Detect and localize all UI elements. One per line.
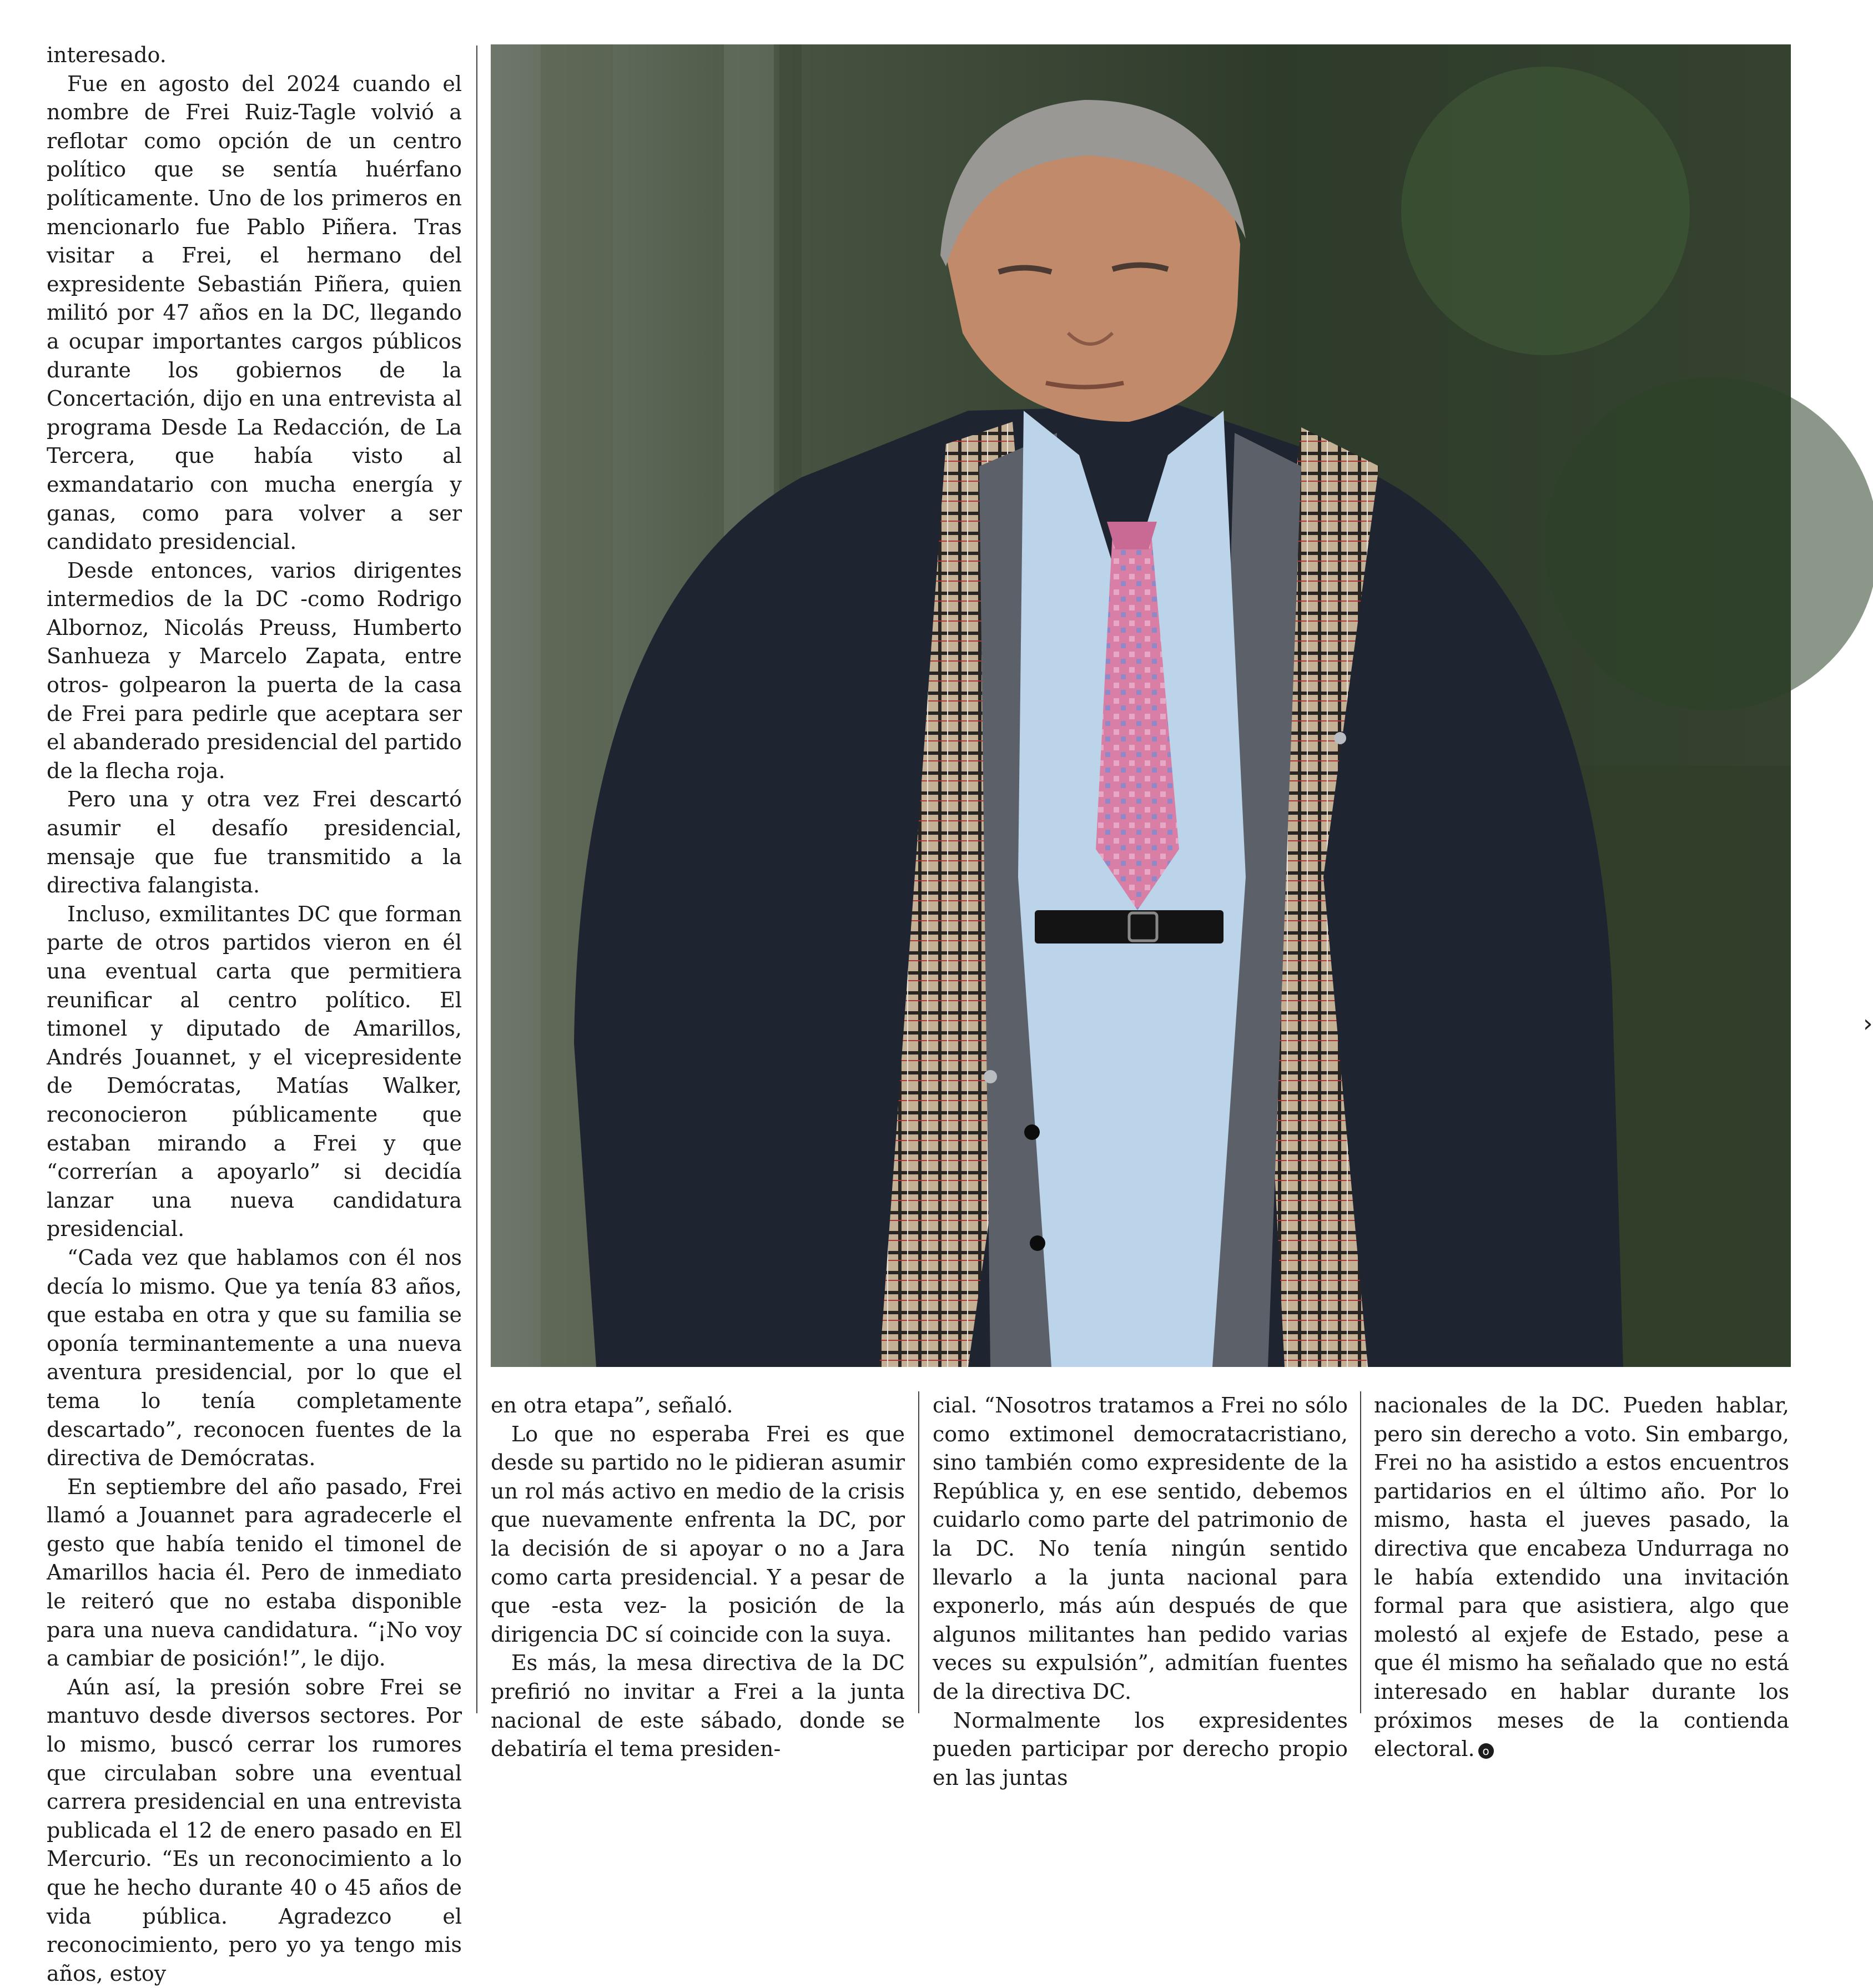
paragraph: “Cada vez que hablamos con él nos decía lo mismo. Que ya tenía 83 años, que estaba en otra y que su familia se oponía terminantemente a una nueva aventura presidencial, por lo que el tema lo tenía completamente descartado”, reconocen fuentes de la directiva de Demócratas. [47,1245,462,1471]
paragraph [1374,1391,1789,1764]
article-column-3 [933,1391,1348,1790]
column-divider [476,46,477,1713]
paragraph-text: nacionales de la DC. Pueden hablar, pero sin derecho a voto. Sin embargo, Frei no ha asistido a estos encuentros partidarios en el último año. Por lo mismo, hasta el jueves pasado, la directiva que encabeza Undurraga no le había extendido una invitación formal para que asistiera, algo que molestó al exjefe de Estado, pese a que él mismo ha señalado que no está interesado en hablar durante los próximos meses de la contienda electoral. [1374,1393,1789,1762]
paragraph: en otra etapa”, señaló. [491,1393,733,1417]
paragraph: Aún así, la presión sobre Frei se mantuvo desde diversos sectores. Por lo mismo, buscó cerrar los rumores que circulaban sobre una eventual carrera presidencial en una entrevista publicada el 12 de enero pasado en El Mercurio. “Es un reconocimiento a lo que he hecho durante 40 o 45 años de vida pública. Agradezco el reconocimiento, pero yo ya tengo mis años, estoy [47,1674,462,1986]
article-column-1 [47,41,462,1986]
paragraph: Lo que no esperaba Frei es que desde su partido no le pidieran asumir un rol más activo en medio de la crisis que nuevamente enfrenta la DC, por la decisión de si apoyar o no a Jara como carta presidencial. Y a pesar de que -esta vez- la posición de la dirigencia DC sí coincide con la suya. [491,1421,905,1647]
paragraph: Fue en agosto del 2024 cuando el nombre de Frei Ruiz-Tagle volvió a reflotar como opción de un centro político que se sentía huérfano políticamente. Uno de los primeros en mencionarlo fue Pablo Piñera. Tras visitar a Frei, el hermano del expresidente Sebastián Piñera, quien militó por 47 años en la DC, llegando a ocupar importantes cargos públicos durante los gobiernos de la Concertación, dijo en una entrevista al programa Desde La Redacción, de La Tercera, que había visto al exmandatario con mucha energía y ganas, como para volver a ser candidato presidencial. [47,71,462,554]
paragraph: Es más, la mesa directiva de la DC prefirió no invitar a Frei a la junta nacional de este sábado, donde se debatiría el tema presiden- [491,1651,905,1762]
paragraph: En septiembre del año pasado, Frei llamó a Jouannet para agradecerle el gesto que había tenido el timonel de Amarillos hacia él. Pero de inmediato le reiteró que no estaba disponible para una nueva candidatura. “¡No voy a cambiar de posición!”, le dijo. [47,1474,462,1671]
paragraph: Incluso, exmilitantes DC que forman parte de otros partidos vieron en él una eventual carta que permitiera reunificar al centro político. El timonel y diputado de Amarillos, Andrés Jouannet, y el vicepresidente de Demócratas, Matías Walker, reconocieron públicamente que estaban mirando a Frei y que “correrían a apoyarlo” si decidía lanzar una nueva candidatura presidencial. [47,901,462,1242]
paragraph: cial. “Nosotros tratamos a Frei no sólo como extimonel democratacristiano, sino también como expresidente de la República y, en ese sentido, debemos cuidarlo como parte del patrimonio de la DC. No tenía ningún sentido llevarlo a la junta nacional para exponerlo, más aún después de que algunos militantes han pedido varias veces su expulsión”, admitían fuentes de la directiva DC. [933,1393,1348,1704]
paragraph: Pero una y otra vez Frei descartó asumir el desafío presidencial, mensaje que fue transmitido a la directiva falangista. [47,787,462,898]
next-page-arrow-icon[interactable]: › [1863,1010,1873,1038]
column-divider [918,1391,919,1713]
column-divider [1360,1391,1361,1713]
article-column-4 [1374,1391,1789,1762]
paragraph: Desde entonces, varios dirigentes intermedios de la DC -como Rodrigo Albornoz, Nicolás Preuss, Humberto Sanhueza y Marcelo Zapata, entre otros- golpearon la puerta de la casa de Frei para pedirle que aceptara ser el abanderado presidencial del partido de la flecha roja. [47,558,462,783]
paragraph: Normalmente los expresidentes pueden participar por derecho propio en las juntas [933,1708,1348,1790]
paragraph: interesado. [47,43,167,67]
article-end-icon: o [1478,1743,1494,1759]
article-column-2 [491,1391,905,1762]
article-photo [491,44,1791,1367]
